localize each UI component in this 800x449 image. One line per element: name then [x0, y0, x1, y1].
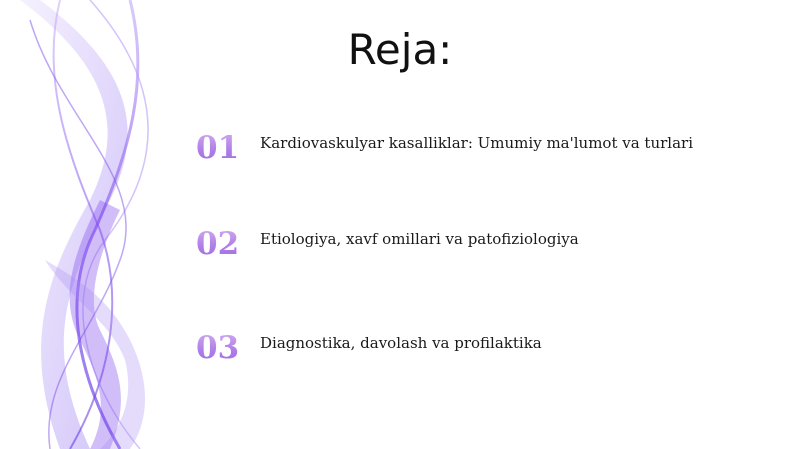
agenda-item [196, 126, 756, 170]
agenda-number: 03 [196, 326, 258, 370]
agenda-text: Etiologiya, xavf omillari va patofiziologiya [260, 230, 579, 248]
agenda-text: Kardiovaskulyar kasalliklar: Umumiy ma'lumot va turlari [260, 134, 693, 152]
decorative-ribbon [0, 0, 200, 449]
agenda-item [196, 326, 756, 370]
slide-title: Reja: [347, 25, 453, 74]
agenda-item [196, 222, 756, 266]
agenda-text: Diagnostika, davolash va profilaktika [260, 334, 542, 352]
agenda-number: 01 [196, 126, 258, 170]
agenda-number: 02 [196, 222, 258, 266]
